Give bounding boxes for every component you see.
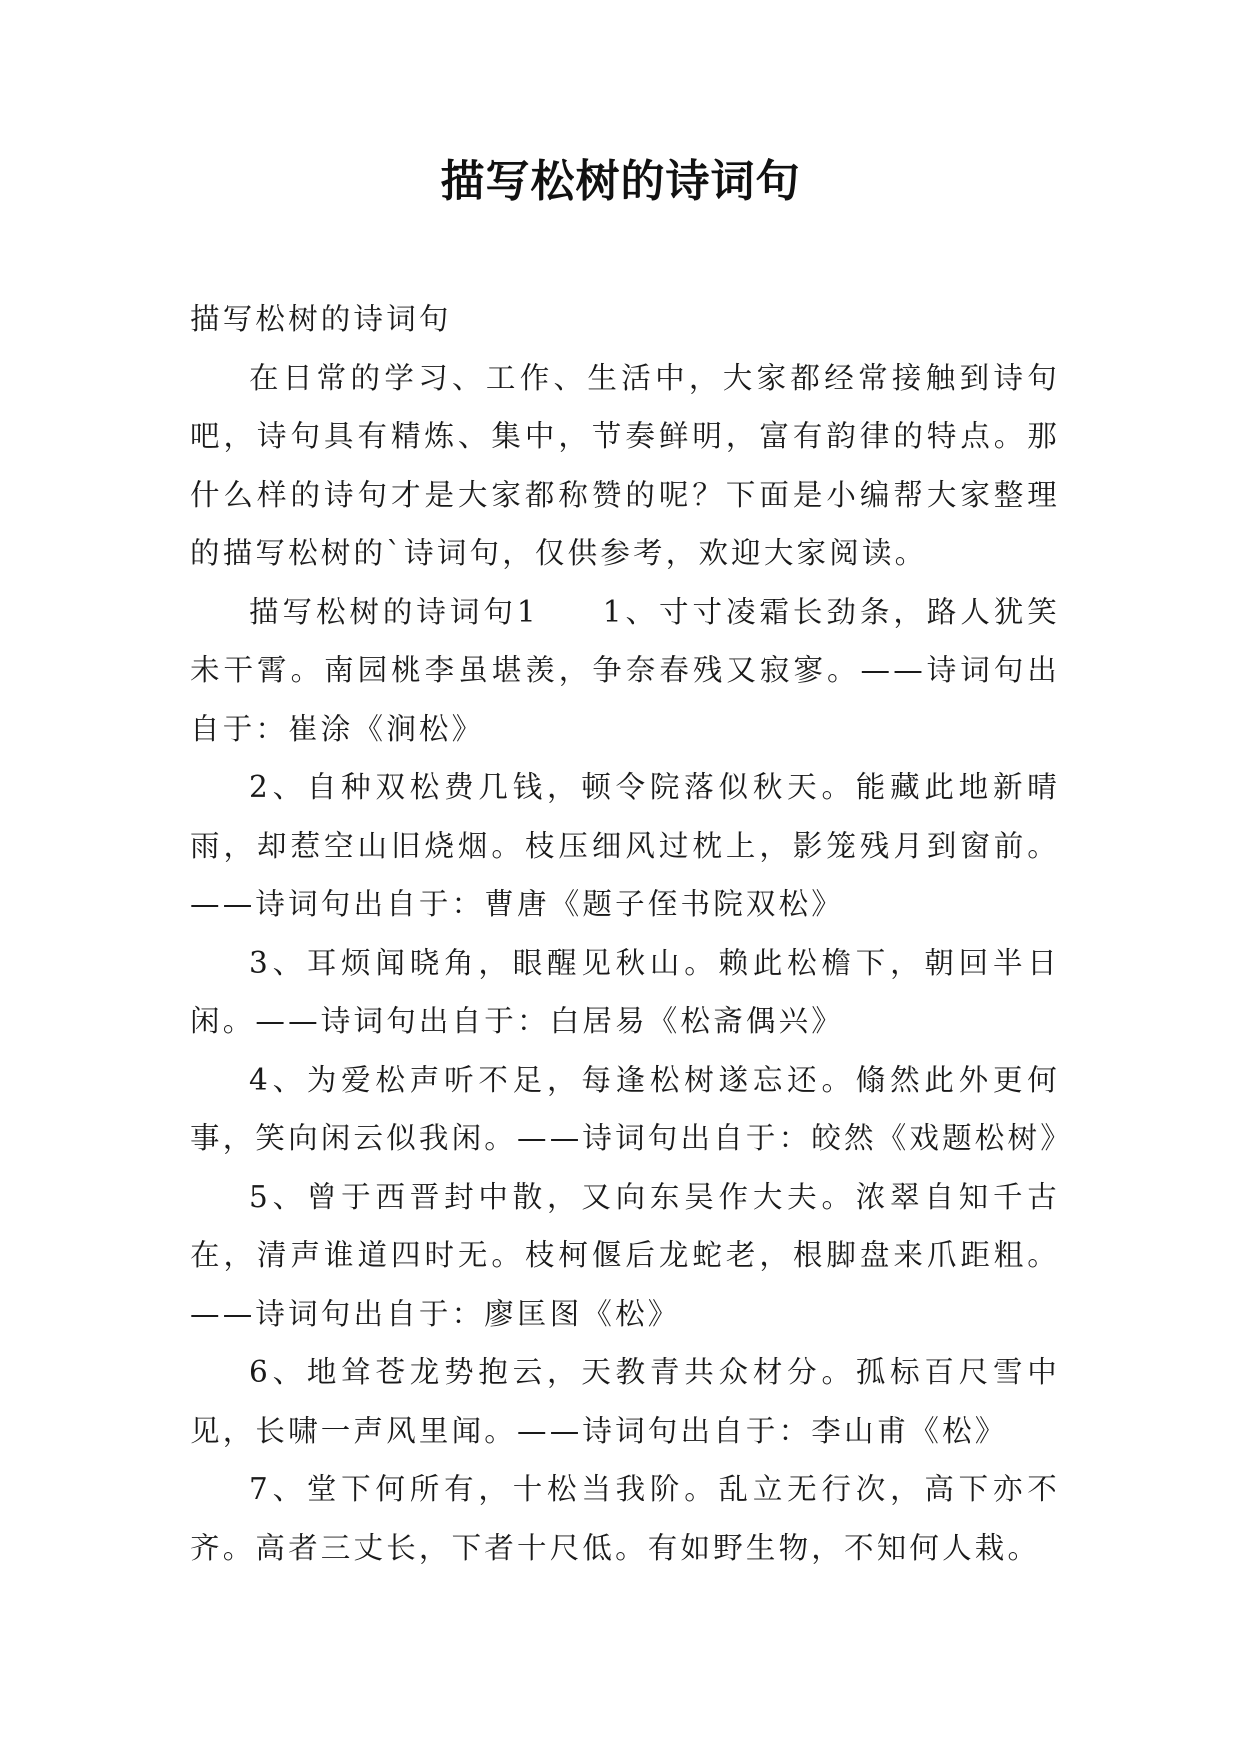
section-heading: 描写松树的诗词句1	[249, 594, 539, 629]
poem-paragraph-1	[190, 583, 1060, 759]
poem-4: 4、为爱松声听不足，每逢松树遂忘还。翛然此外更何事，笑向闲云似我闲。——诗词句出自于：皎然《戏题松树》	[190, 1062, 1073, 1155]
intro-paragraph: 在日常的学习、工作、生活中，大家都经常接触到诗句吧，诗句具有精炼、集中，节奏鲜明，富有韵律的特点。那什么样的诗句才是大家都称赞的呢？下面是小编帮大家整理的描写松树的`诗词句，仅供参考，欢迎大家阅读。	[190, 360, 1060, 570]
document-subtitle: 描写松树的诗词句	[190, 302, 452, 336]
document-body	[190, 290, 1073, 1577]
poem-2: 2、自种双松费几钱，顿令院落似秋天。能藏此地新晴雨，却惹空山旧烧烟。枝压细风过枕上，影笼残月到窗前。——诗词句出自于：曹唐《题子侄书院双松》	[190, 770, 1060, 921]
poem-7: 7、堂下何所有，十松当我阶。乱立无行次，高下亦不齐。高者三丈长，下者十尺低。有如野生物，不知何人栽。	[190, 1472, 1060, 1565]
poem-1: 1、寸寸凌霜长劲条，路人犹笑未干霄。南园桃李虽堪羡，争奈春残又寂寥。——诗词句出自于：崔涂《涧松》	[190, 594, 1060, 746]
document-title: 描写松树的诗词句	[440, 156, 801, 207]
poem-6: 6、地耸苍龙势抱云，天教青共众材分。孤标百尺雪中见，长啸一声风里闻。——诗词句出自于：李山甫《松》	[190, 1355, 1060, 1448]
poem-5: 5、曾于西晋封中散，又向东吴作大夫。浓翠自知千古在，清声谁道四时无。枝柯偃后龙蛇老，根脚盘来爪距粗。——诗词句出自于：廖匡图《松》	[190, 1179, 1060, 1331]
poem-3: 3、耳烦闻晓角，眼醒见秋山。赖此松檐下，朝回半日闲。——诗词句出自于：白居易《松斋偶兴》	[190, 945, 1060, 1038]
